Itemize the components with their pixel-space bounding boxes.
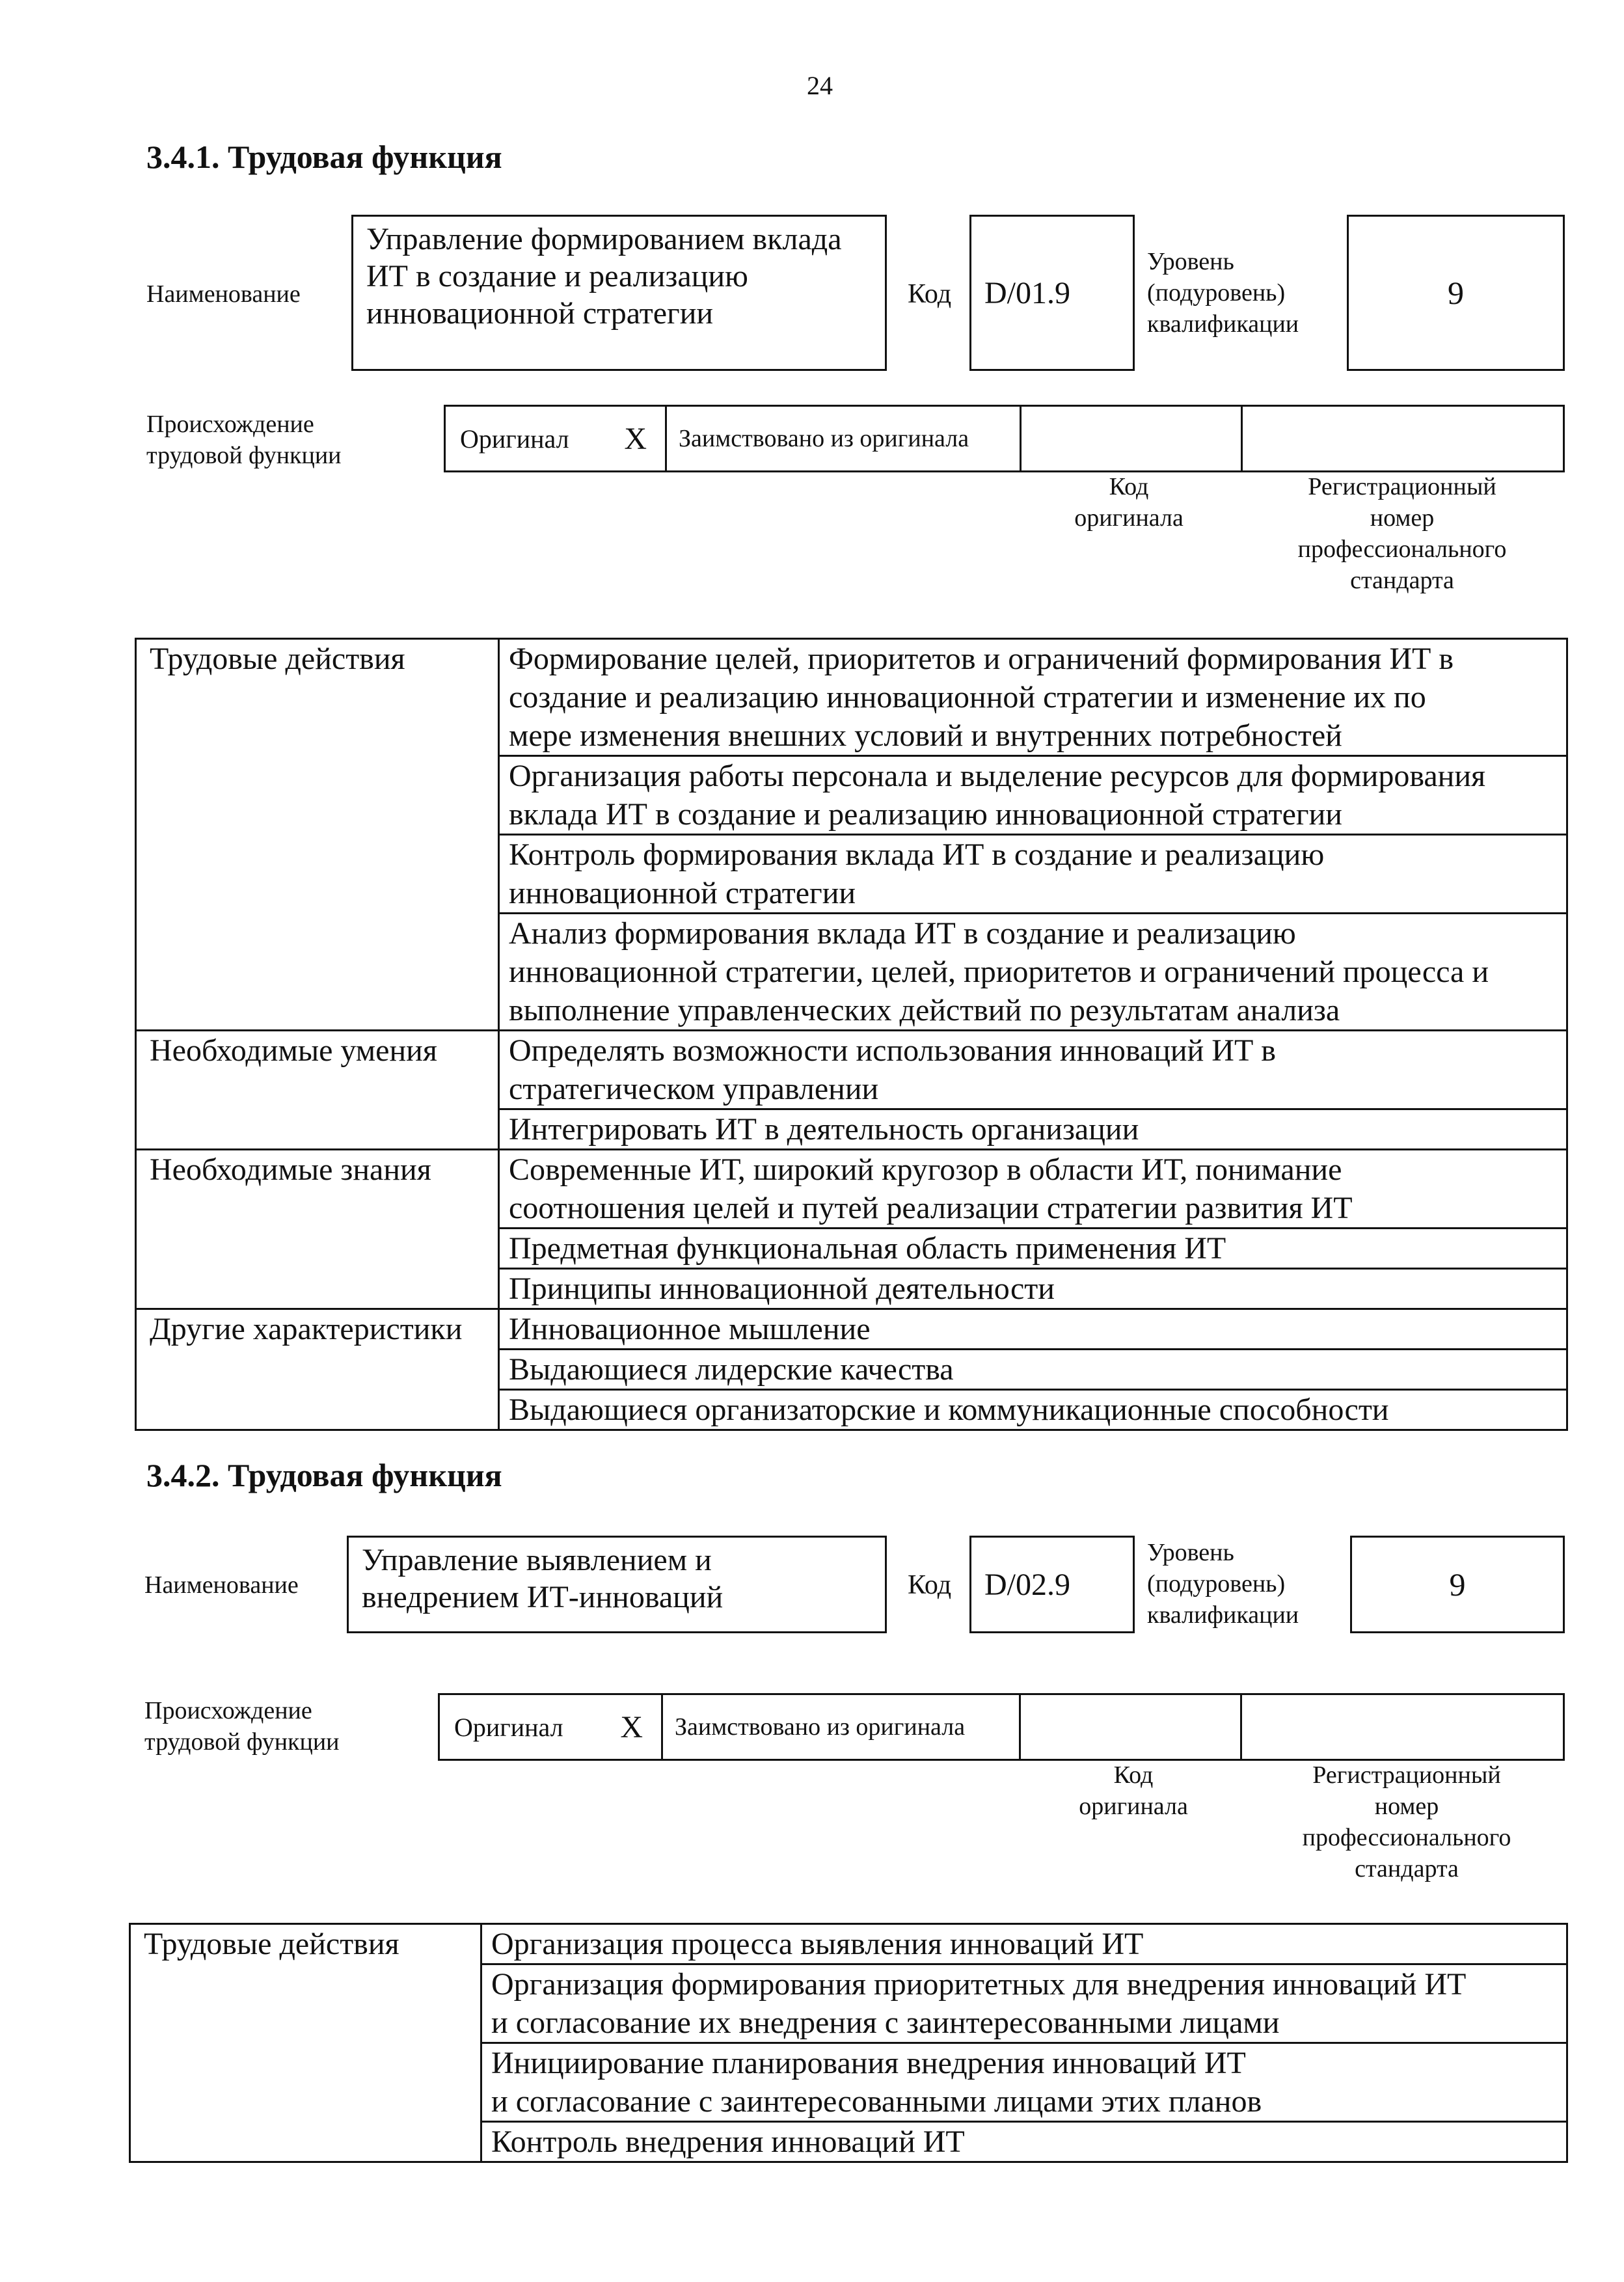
content-cell [499, 1150, 1567, 1229]
content-cell [499, 639, 1567, 756]
content-line: соотношения целей и путей реализации стратегии развития ИТ [509, 1191, 1353, 1225]
caption-reg-line-4: стандарта [1355, 1855, 1459, 1882]
content-line: Формирование целей, приоритетов и ограничений формирования ИТ в [509, 642, 1454, 676]
content-line: Контроль внедрения инноваций ИТ [491, 2125, 965, 2159]
content-line: выполнение управленческих действий по результатам анализа [509, 993, 1340, 1027]
content-cell [499, 1309, 1567, 1350]
section-heading-341: 3.4.1. Трудовая функция [146, 139, 502, 175]
level-value: 9 [1449, 1566, 1466, 1603]
content-cell [499, 1229, 1567, 1269]
original-code-cell [1021, 1695, 1242, 1759]
section-heading-342: 3.4.2. Трудовая функция [146, 1457, 502, 1493]
content-cell [499, 1350, 1567, 1390]
category-cell: Трудовые действия [136, 639, 499, 1031]
category-cell: Другие характеристики [136, 1309, 499, 1430]
caption-original-code [1018, 471, 1239, 534]
function-code: D/02.9 [984, 1567, 1070, 1602]
level-label-line-3: квалификации [1147, 310, 1299, 338]
code-label: Код [908, 279, 952, 309]
category-cell: Необходимые знания [136, 1150, 499, 1309]
function-name-box [351, 215, 887, 371]
content-cell [499, 914, 1567, 1031]
caption-reg-line-2: номер [1374, 1793, 1439, 1820]
function-name-box [347, 1536, 887, 1633]
level-value-box [1350, 1536, 1565, 1633]
function-code: D/01.9 [984, 275, 1070, 310]
level-label [1147, 246, 1299, 340]
content-line: Интегрировать ИТ в деятельность организации [509, 1112, 1139, 1147]
origin-borrowed-cell [663, 1695, 1021, 1759]
origin-borrowed-label: Заимствовано из оригинала [679, 425, 969, 452]
caption-code-line-1: Код [1109, 473, 1149, 500]
table-row [136, 639, 1567, 756]
content-line: Инициирование планирования внедрения инноваций ИТ [491, 2046, 1246, 2080]
category-cell: Необходимые умения [136, 1031, 499, 1150]
caption-original-code [1023, 1759, 1244, 1822]
content-cell [499, 1390, 1567, 1430]
origin-label [144, 1695, 340, 1758]
content-line: Принципы инновационной деятельности [509, 1271, 1055, 1306]
origin-label [146, 409, 342, 471]
content-cell [481, 1964, 1567, 2043]
origin-label-line-2: трудовой функции [144, 1728, 340, 1756]
registration-number-cell [1243, 407, 1563, 470]
name-label: Наименование [144, 1571, 299, 1599]
caption-reg-line-4: стандарта [1350, 567, 1454, 594]
level-label-line-1: Уровень [1147, 248, 1234, 275]
content-line: Контроль формирования вклада ИТ в создание и реализацию [509, 837, 1325, 872]
actions-table-1 [135, 638, 1568, 1431]
content-cell [499, 1109, 1567, 1150]
content-line: инновационной стратегии, целей, приоритетов и ограничений процесса и [509, 955, 1489, 989]
category-cell: Трудовые действия [130, 1924, 481, 2162]
origin-original-label: Оригинал [460, 424, 569, 454]
level-label [1147, 1537, 1299, 1631]
origin-row [438, 1693, 1565, 1761]
content-cell [481, 2043, 1567, 2122]
caption-reg-line-2: номер [1370, 504, 1435, 532]
original-code-cell [1022, 407, 1243, 470]
function-code-box [969, 215, 1135, 371]
caption-code-line-1: Код [1113, 1761, 1154, 1789]
content-line: и согласование с заинтересованными лицами этих планов [491, 2084, 1262, 2119]
content-cell [481, 1924, 1567, 1964]
actions-table-2 [129, 1923, 1568, 2163]
content-line: Выдающиеся организаторские и коммуникационные способности [509, 1392, 1389, 1427]
level-label-line-2: (подуровень) [1147, 1570, 1286, 1597]
origin-label-line-1: Происхождение [146, 411, 314, 438]
content-line: стратегическом управлении [509, 1072, 879, 1106]
caption-reg-line-1: Регистрационный [1308, 473, 1496, 500]
level-label-line-3: квалификации [1147, 1601, 1299, 1629]
content-line: Выдающиеся лидерские качества [509, 1352, 954, 1387]
level-label-line-1: Уровень [1147, 1539, 1234, 1566]
origin-label-line-2: трудовой функции [146, 442, 342, 469]
origin-label-line-1: Происхождение [144, 1697, 312, 1724]
content-line: Организация процесса выявления инноваций ИТ [491, 1927, 1144, 1961]
page-number: 24 [807, 71, 833, 100]
content-line: мере изменения внешних условий и внутренних потребностей [509, 718, 1342, 753]
content-line: Организация работы персонала и выделение ресурсов для формирования [509, 759, 1486, 793]
registration-number-cell [1242, 1695, 1563, 1759]
content-line: и согласование их внедрения с заинтересованными лицами [491, 2005, 1280, 2040]
table-row [136, 1031, 1567, 1109]
origin-borrowed-cell [667, 407, 1022, 470]
table-row [130, 1924, 1567, 1964]
content-cell [481, 2122, 1567, 2162]
content-line: Современные ИТ, широкий кругозор в области ИТ, понимание [509, 1152, 1342, 1187]
caption-reg-line-3: профессионального [1297, 536, 1507, 563]
content-line: Определять возможности использования инноваций ИТ в [509, 1033, 1276, 1068]
caption-code-line-2: оригинала [1079, 1793, 1188, 1820]
level-label-line-2: (подуровень) [1147, 279, 1286, 306]
origin-mark: X [620, 1709, 643, 1745]
caption-registration-number [1239, 471, 1565, 596]
level-value: 9 [1448, 275, 1464, 311]
level-value-box [1347, 215, 1565, 371]
name-label: Наименование [146, 280, 301, 308]
content-cell [499, 1031, 1567, 1109]
content-line: инновационной стратегии [509, 876, 856, 910]
caption-registration-number [1244, 1759, 1569, 1884]
origin-original-cell [440, 1695, 663, 1759]
content-line: Инновационное мышление [509, 1312, 871, 1346]
content-cell [499, 1269, 1567, 1309]
content-cell [499, 756, 1567, 835]
table-row [136, 1309, 1567, 1350]
table-row [136, 1150, 1567, 1229]
origin-original-label: Оригинал [454, 1712, 563, 1742]
origin-original-cell [446, 407, 667, 470]
caption-code-line-2: оригинала [1074, 504, 1184, 532]
caption-reg-line-3: профессионального [1302, 1824, 1511, 1851]
content-line: Организация формирования приоритетных для внедрения инноваций ИТ [491, 1967, 1467, 2002]
content-line: создание и реализацию инновационной стратегии и изменение их по [509, 680, 1426, 714]
origin-row [444, 405, 1565, 472]
content-line: Анализ формирования вклада ИТ в создание и реализацию [509, 916, 1296, 951]
function-name: Управление выявлением и внедрением ИТ-инноваций [362, 1543, 724, 1614]
content-line: Предметная функциональная область применения ИТ [509, 1231, 1226, 1266]
caption-reg-line-1: Регистрационный [1312, 1761, 1501, 1789]
function-name: Управление формированием вклада ИТ в создание и реализацию инновационной стратегии [366, 222, 842, 331]
origin-mark: X [624, 421, 647, 456]
function-code-box [969, 1536, 1135, 1633]
origin-borrowed-label: Заимствовано из оригинала [675, 1713, 966, 1741]
content-line: вклада ИТ в создание и реализацию инновационной стратегии [509, 797, 1342, 832]
content-cell [499, 835, 1567, 914]
code-label: Код [908, 1570, 952, 1600]
